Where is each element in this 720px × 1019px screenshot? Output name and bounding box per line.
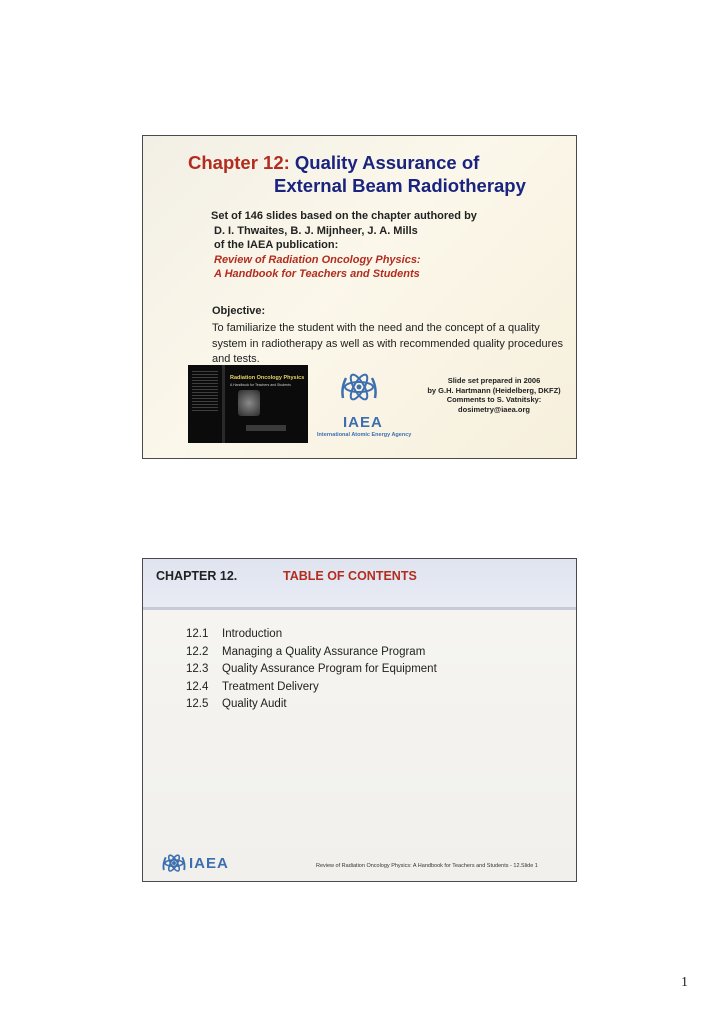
toc-title: Quality Assurance Program for Equipment bbox=[222, 663, 437, 675]
preparation-line: by G.H. Hartmann (Heidelberg, DKFZ) bbox=[427, 385, 561, 395]
agency-name: International Atomic Energy Agency bbox=[317, 432, 412, 438]
toc-item bbox=[186, 679, 437, 697]
title-text-line1: Quality Assurance of bbox=[294, 152, 480, 173]
credits-line: D. I. Thwaites, B. J. Mijnheer, J. A. Mills bbox=[214, 224, 418, 237]
book-cover-picture bbox=[238, 390, 260, 416]
iaea-logo-text: IAEA bbox=[189, 855, 229, 872]
book-cover-footer bbox=[246, 425, 286, 431]
iaea-atom-icon bbox=[160, 851, 188, 879]
toc-number: 12.4 bbox=[186, 680, 209, 693]
toc-list bbox=[186, 626, 437, 714]
toc-item bbox=[186, 644, 437, 662]
page-number: 1 bbox=[681, 975, 688, 990]
credits-block bbox=[211, 209, 477, 282]
book-cover-image bbox=[188, 365, 308, 443]
iaea-atom-icon bbox=[338, 368, 380, 412]
chapter-prefix: Chapter 12: bbox=[188, 152, 290, 173]
toc-item bbox=[186, 696, 437, 714]
title-text-line2: External Beam Radiotherapy bbox=[274, 175, 526, 196]
slide-table-of-contents bbox=[142, 558, 577, 882]
credits-line: Set of 146 slides based on the chapter authored by bbox=[211, 210, 477, 222]
toc-item bbox=[186, 626, 437, 644]
objective-heading: Objective: bbox=[212, 305, 266, 317]
toc-title: Introduction bbox=[222, 628, 283, 640]
publication-subtitle: A Handbook for Teachers and Students bbox=[214, 268, 420, 280]
slide-title bbox=[142, 135, 577, 459]
book-back-text bbox=[192, 371, 218, 411]
objective-text: To familiarize the student with the need and the concept of a quality system in radiotherapy as well as with recommended quality procedures and tests. bbox=[212, 322, 563, 365]
toc-title: Managing a Quality Assurance Program bbox=[222, 645, 426, 658]
toc-number: 12.3 bbox=[186, 663, 209, 675]
book-cover-subtitle: A Handbook for Teachers and Students bbox=[230, 383, 291, 387]
toc-heading: TABLE OF CONTENTS bbox=[283, 569, 417, 583]
slide-footer: Review of Radiation Oncology Physics: A Handbook for Teachers and Students - 12.Slide 1 bbox=[316, 863, 538, 869]
preparation-line: Comments to S. Vatnitsky: bbox=[446, 395, 542, 404]
preparation-line: Slide set prepared in 2006 bbox=[447, 376, 541, 385]
toc-title: Treatment Delivery bbox=[222, 680, 319, 693]
iaea-logo-text: IAEA bbox=[343, 414, 383, 431]
toc-title: Quality Audit bbox=[222, 698, 287, 710]
credits-line: of the IAEA publication: bbox=[214, 239, 339, 251]
slide-title-line1 bbox=[188, 151, 479, 175]
toc-item bbox=[186, 661, 437, 679]
toc-number: 12.1 bbox=[186, 628, 209, 640]
slide-header bbox=[143, 559, 576, 610]
publication-title: Review of Radiation Oncology Physics: bbox=[214, 253, 421, 266]
toc-number: 12.5 bbox=[186, 698, 209, 710]
chapter-label: CHAPTER 12. bbox=[156, 569, 238, 583]
book-cover-title: Radiation Oncology Physics bbox=[230, 375, 305, 381]
contact-email: dosimetry@iaea.org bbox=[458, 404, 530, 414]
preparation-note bbox=[409, 376, 577, 414]
toc-number: 12.2 bbox=[186, 645, 209, 658]
book-spine bbox=[222, 365, 225, 443]
